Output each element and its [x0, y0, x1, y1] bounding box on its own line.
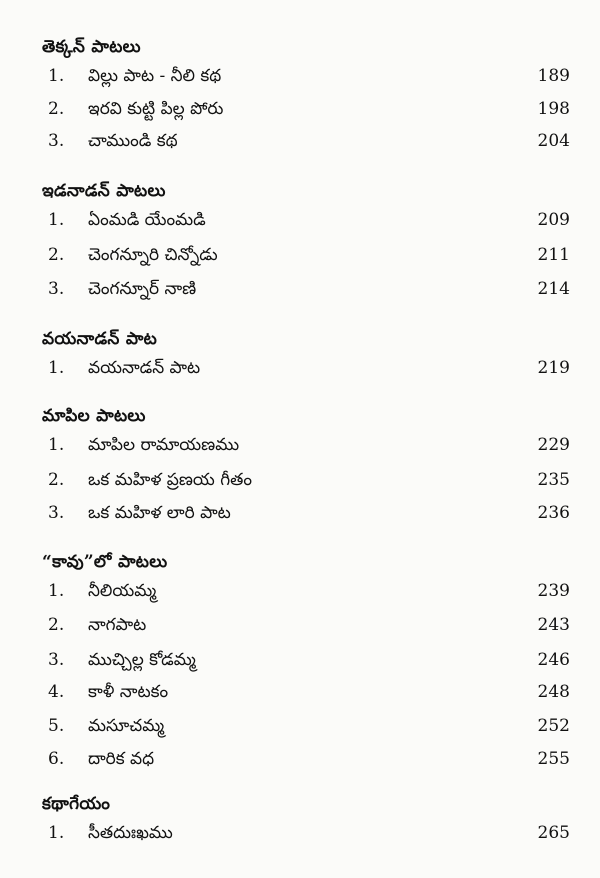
toc-entry: [0, 610, 600, 640]
entry-number: 1.: [48, 823, 65, 843]
toc-entry: [0, 430, 600, 460]
entry-page: 198: [537, 99, 570, 119]
entry-page: 243: [537, 615, 570, 635]
entry-page: 252: [537, 716, 570, 736]
toc-entry: [0, 576, 600, 606]
entry-number: 4.: [48, 682, 65, 702]
entry-title: ఒక మహిళ ప్రణయ గీతం: [88, 470, 252, 490]
section-heading: “కావు”లో పాటలు: [42, 552, 168, 572]
entry-number: 3.: [48, 279, 65, 299]
entry-page: 219: [537, 358, 570, 378]
entry-title: ముచ్చిల్ల కోడమ్మ: [88, 650, 196, 670]
entry-title: సీతదుఃఖము: [88, 823, 173, 843]
entry-page: 189: [537, 66, 570, 86]
entry-title: ఒక మహిళ లారి పాట: [88, 503, 231, 523]
section-heading: తెక్కన్ పాటలు: [42, 37, 141, 57]
toc-entry: [0, 645, 600, 675]
toc-entry: [0, 274, 600, 304]
entry-number: 2.: [48, 99, 65, 119]
entry-number: 1.: [48, 66, 65, 86]
entry-title: ఇరవి కుట్టి పిల్ల పోరు: [88, 99, 224, 119]
entry-page: 209: [537, 210, 570, 230]
entry-page: 239: [537, 581, 570, 601]
section-heading: ఇడనాడన్ పాటలు: [42, 181, 166, 201]
entry-number: 6.: [48, 749, 65, 769]
toc-entry: [0, 240, 600, 270]
toc-entry: [0, 498, 600, 528]
entry-title: నాగపాట: [88, 615, 147, 635]
entry-number: 3.: [48, 650, 65, 670]
entry-number: 1.: [48, 581, 65, 601]
entry-page: 211: [537, 245, 570, 265]
toc-entry: [0, 94, 600, 124]
entry-number: 3.: [48, 503, 65, 523]
toc-entry: [0, 205, 600, 235]
entry-number: 1.: [48, 210, 65, 230]
toc-entry: [0, 818, 600, 848]
entry-number: 2.: [48, 470, 65, 490]
entry-title: విల్లు పాట - నీలి కథ: [88, 66, 222, 86]
entry-number: 2.: [48, 245, 65, 265]
entry-page: 214: [537, 279, 570, 299]
entry-title: చెంగన్నూరి చిన్నోడు: [88, 245, 218, 265]
toc-entry: [0, 61, 600, 91]
entry-page: 248: [537, 682, 570, 702]
entry-title: నీలియమ్మ: [88, 581, 157, 601]
toc-entry: [0, 465, 600, 495]
entry-page: 235: [537, 470, 570, 490]
toc-entry: [0, 711, 600, 741]
entry-title: చెంగన్నూర్ నాణి: [88, 279, 197, 299]
toc-entry: [0, 126, 600, 156]
entry-page: 246: [537, 650, 570, 670]
entry-title: చాముండి కథ: [88, 131, 178, 151]
entry-title: మాపిల రామాయణము: [88, 435, 240, 455]
entry-number: 1.: [48, 358, 65, 378]
entry-page: 229: [537, 435, 570, 455]
toc-entry: [0, 744, 600, 774]
entry-page: 204: [537, 131, 570, 151]
toc-entry: [0, 677, 600, 707]
entry-title: కాళీ నాటకం: [88, 682, 169, 702]
entry-title: దారిక వధ: [88, 749, 155, 769]
entry-number: 1.: [48, 435, 65, 455]
entry-number: 2.: [48, 615, 65, 635]
section-heading: మాపిల పాటలు: [42, 406, 146, 426]
entry-number: 5.: [48, 716, 65, 736]
entry-title: వయనాడన్ పాట: [88, 358, 201, 378]
entry-page: 265: [537, 823, 570, 843]
entry-page: 255: [537, 749, 570, 769]
section-heading: కథాగేయం: [42, 794, 111, 814]
entry-page: 236: [537, 503, 570, 523]
entry-title: ఏంమడి యేంమడి: [88, 210, 206, 230]
toc-entry: [0, 353, 600, 383]
entry-title: మసూచమ్మ: [88, 716, 165, 736]
section-heading: వయనాడన్ పాట: [42, 329, 158, 349]
entry-number: 3.: [48, 131, 65, 151]
